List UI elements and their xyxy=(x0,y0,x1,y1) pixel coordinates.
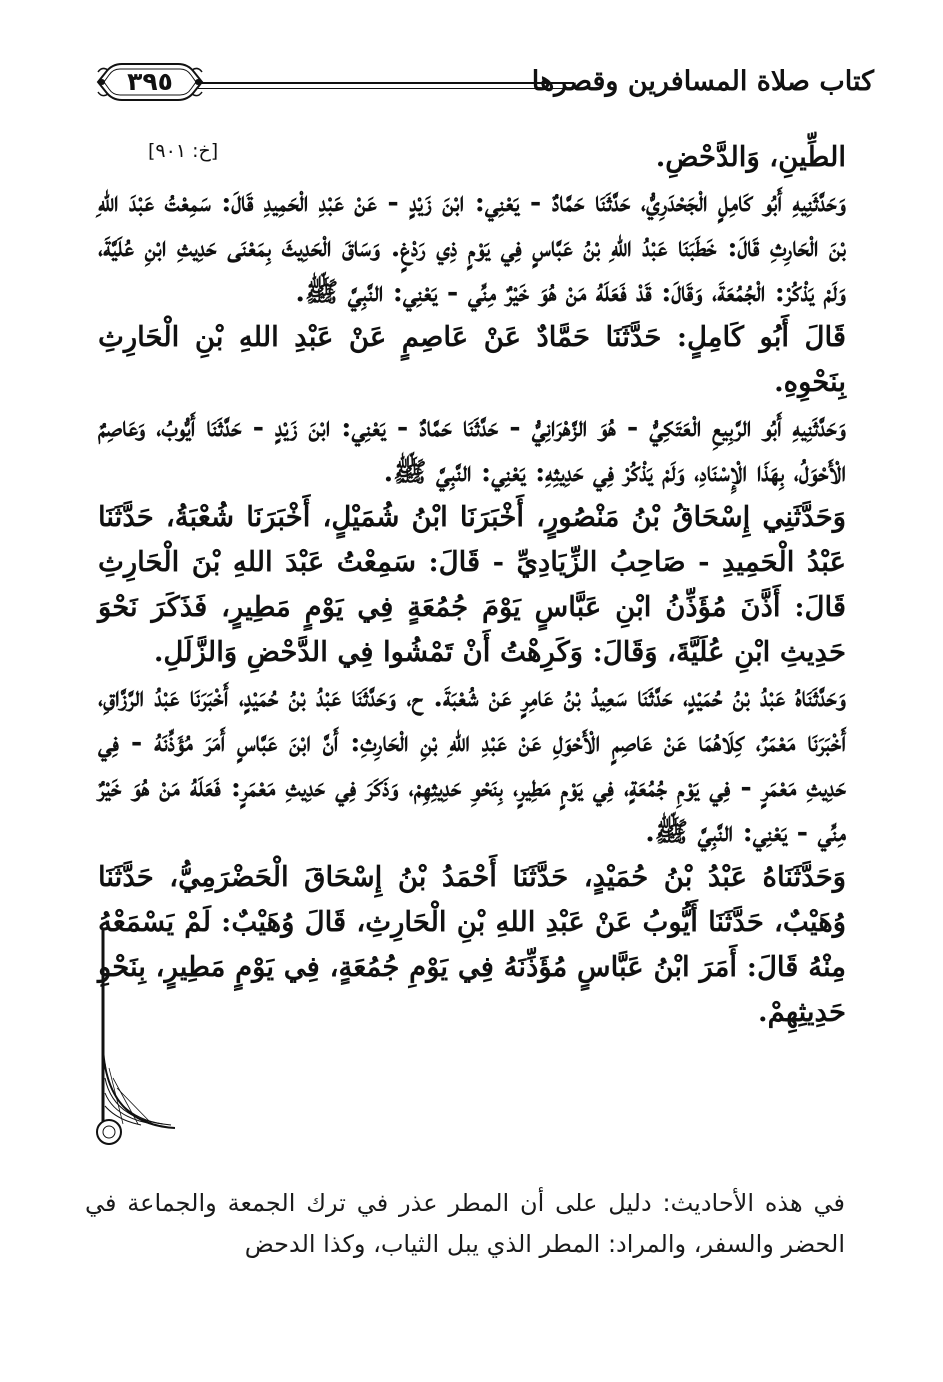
header-rule xyxy=(198,82,574,89)
commentary-text xyxy=(85,1183,845,1265)
hadith-paragraph: وَحَدَّثَنِيهِ أَبُو كَامِلٍ الْجَحْدَرِيُّ، حَدَّثَنَا حَمَّادٌ - يَعْنِي: ابْنَ زَيْدٍ - عَنْ عَبْدِ الْحَمِيدِ قَالَ: سَمِعْتُ عَبْدَ اللهِ بْنَ الْحَارِثِ قَالَ: خَطَبَنَا عَبْدُ اللهِ بْنُ عَبَّاسٍ فِي يَوْمٍ ذِي رَدْغٍ. وَسَاقَ الْحَدِيثَ بِمَعْنَى حَدِيثِ ابْنِ عُلَيَّةَ، وَلَمْ يَذْكُرْ: الْجُمُعَةَ، وَقَالَ: قَدْ فَعَلَهُ مَنْ هُوَ خَيْرٌ مِنِّي - يَعْنِي: النَّبِيَّ ﷺ. xyxy=(98,186,846,308)
book-title: كتاب صلاة المسافرين وقصرها xyxy=(531,66,874,97)
hadith-text xyxy=(98,135,846,1035)
hadith-paragraph: وَحَدَّثَنَاهُ عَبْدُ بْنُ حُمَيْدٍ، حَدَّثَنَا أَحْمَدُ بْنُ إِسْحَاقَ الْحَضْرَمِيُّ، حَدَّثَنَا وُهَيْبٌ، حَدَّثَنَا أَيُّوبُ عَنْ عَبْدِ اللهِ بْنِ الْحَارِثِ، قَالَ وُهَيْبٌ: لَمْ يَسْمَعْهُ مِنْهُ قَالَ: أَمَرَ ابْنُ عَبَّاسٍ مُؤَذِّنَهُ فِي يَوْمِ جُمُعَةٍ، فِي يَوْمٍ مَطِيرٍ، بِنَحْوِ حَدِيثِهِمْ. xyxy=(98,861,846,1028)
hadith-paragraph: وَحَدَّثَنَاهُ عَبْدُ بْنُ حُمَيْدٍ، حَدَّثَنَا سَعِيدُ بْنُ عَامِرٍ عَنْ شُعْبَةَ. ح، وَحَدَّثَنَا عَبْدُ بْنُ حُمَيْدٍ، أَخْبَرَنَا عَبْدُ الرَّزَّاقِ، أَخْبَرَنَا مَعْمَرٌ، كِلَاهُمَا عَنْ عَاصِمٍ الْأَحْوَلِ عَنْ عَبْدِ اللهِ بْنِ الْحَارِثِ: أَنَّ ابْنَ عَبَّاسٍ أَمَرَ مُؤَذِّنَهُ - فِي حَدِيثِ مَعْمَرٍ - فِي يَوْمِ جُمُعَةٍ، فِي يَوْمٍ مَطِيرٍ، بِنَحْوِ حَدِيثِهِمْ، وَذَكَرَ فِي حَدِيثِ مَعْمَرٍ: فَعَلَهُ مَنْ هُوَ خَيْرٌ مِنِّي - يَعْنِي: النَّبِيَّ ﷺ. xyxy=(98,681,846,848)
page-header xyxy=(94,58,874,110)
hadith-paragraph: قَالَ أَبُو كَامِلٍ: حَدَّثَنَا حَمَّادٌ عَنْ عَاصِمٍ عَنْ عَبْدِ اللهِ بْنِ الْحَارِثِ بِنَحْوِهِ. xyxy=(98,321,846,398)
hadith-paragraph: وَحَدَّثَنِي إِسْحَاقُ بْنُ مَنْصُورٍ، أَخْبَرَنَا ابْنُ شُمَيْلٍ، أَخْبَرَنَا شُعْبَةُ، حَدَّثَنَا عَبْدُ الْحَمِيدِ - صَاحِبُ الزِّيَادِيِّ - قَالَ: سَمِعْتُ عَبْدَ اللهِ بْنَ الْحَارِثِ قَالَ: أَذَّنَ مُؤَذِّنُ ابْنِ عَبَّاسٍ يَوْمَ جُمُعَةٍ فِي يَوْمٍ مَطِيرٍ، فَذَكَرَ نَحْوَ حَدِيثِ ابْنِ عُلَيَّةَ، وَقَالَ: وَكَرِهْتُ أَنْ تَمْشُوا فِي الدَّحْضِ وَالزَّلَلِ. xyxy=(98,501,846,668)
page-number-badge xyxy=(94,60,206,104)
commentary-paragraph: في هذه الأحاديث: دليل على أن المطر عذر في ترك الجمعة والجماعة في الحضر والسفر، والمراد: المطر الذي يبل الثياب، وكذا الدحض xyxy=(85,1189,845,1258)
hadith-paragraph: الطِّينِ، وَالدَّحْضِ. xyxy=(655,141,846,173)
corner-ornament-icon xyxy=(93,928,175,1154)
hadith-paragraph: وَحَدَّثَنِيهِ أَبُو الرَّبِيعِ الْعَتَكِيُّ - هُوَ الزَّهْرَانِيُّ - حَدَّثَنَا حَمَّادٌ - يَعْنِي: ابْنَ زَيْدٍ - حَدَّثَنَا أَيُّوبُ، وَعَاصِمٌ الْأَحْوَلُ، بِهَذَا الْإِسْنَادِ، وَلَمْ يَذْكُرْ فِي حَدِيثِهِ: يَعْنِي: النَّبِيَّ ﷺ. xyxy=(98,411,846,488)
page-number: ٣٩٥ xyxy=(127,67,173,96)
hadith-reference: [خ: ٩٠١] xyxy=(148,140,219,162)
